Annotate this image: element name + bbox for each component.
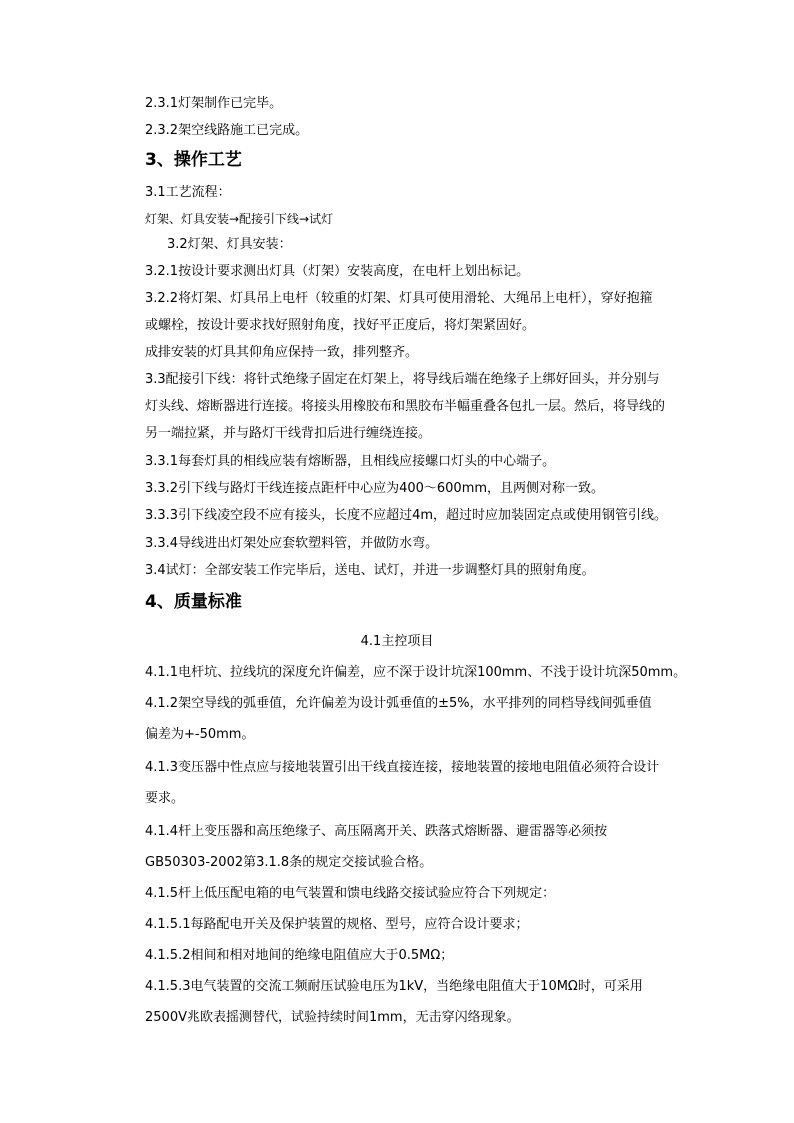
text-line: 3.3.1每套灯具的相线应装有熔断器，且相线应接螺口灯头的中心端子。	[145, 454, 556, 469]
text-line: 另一端拉紧，并与路灯干线背扣后进行缠绕连接。	[145, 426, 432, 441]
text-line: 3.3.4导线进出灯架处应套软塑料管，并做防水弯。	[145, 536, 439, 551]
text-line: 成排安装的灯具其仰角应保持一致，排列整齐。	[145, 345, 419, 360]
text-line: 4.1.3变压器中性点应与接地装置引出干线直接连接，接地装置的接地电阻值必须符合设计	[145, 760, 660, 775]
text-line: 3.3.2引下线与路灯干线连接点距杆中心应为400～600mm，且两侧对称一致。	[145, 481, 605, 496]
text-line: 2.3.1灯架制作已完毕。	[145, 96, 283, 111]
text-line: 4.1.2架空导线的弧垂值，允许偏差为设计弧垂值的±5%，水平排列的同档导线间弧垂值	[145, 696, 652, 711]
text-line: 4.1.4杆上变压器和高压绝缘子、高压隔离开关、跌落式熔断器、避雷器等必须按	[145, 824, 608, 839]
text-line: 3.2.2将灯架、灯具吊上电杆（较重的灯架、灯具可使用滑轮、大绳吊上电杆），穿好抱箍	[145, 291, 653, 306]
text-line: 或螺栓，按设计要求找好照射角度，找好平正度后，将灯架紧固好。	[145, 318, 536, 333]
subsection-title-centered: 4.1主控项目	[360, 634, 434, 649]
text-line: GB50303-2002第3.1.8条的规定交接试验合格。	[145, 855, 433, 870]
text-line: 4.1.5.2相间和相对地间的绝缘电阻值应大于0.5MΩ；	[145, 948, 454, 963]
text-line: 偏差为+-50mm。	[145, 727, 255, 742]
text-line: 4.1.1电杆坑、拉线坑的深度允许偏差，应不深于设计坑深100mm、不浅于设计坑深50mm。	[145, 665, 687, 680]
text-line: 4.1.5杆上低压配电箱的电气装置和馈电线路交接试验应符合下列规定：	[145, 886, 556, 901]
text-line: 3.2.1按设计要求测出灯具（灯架）安装高度，在电杆上划出标记。	[145, 264, 530, 279]
section-heading-4: 4、质量标准	[145, 592, 242, 612]
text-line: 2.3.2架空线路施工已完成。	[145, 123, 309, 138]
section-heading-3: 3、操作工艺	[145, 150, 242, 170]
text-line: 3.3配接引下线：将针式绝缘子固定在灯架上，将导线后端在绝缘子上绑好回头，并分别与	[145, 372, 660, 387]
text-line: 3.3.3引下线凌空段不应有接头，长度不应超过4m，超过时应加装固定点或使用钢管引线。	[145, 508, 668, 523]
process-flow: 灯架、灯具安装→配接引下线→试灯	[145, 212, 334, 226]
text-line: 3.1工艺流程：	[145, 185, 231, 200]
text-line: 2500V兆欧表摇测替代，试验持续时间1mm，无击穿闪络现象。	[145, 1010, 520, 1025]
text-line: 4.1.5.3电气装置的交流工频耐压试验电压为1kV，当绝缘电阻值大于10MΩ时，可采用	[145, 979, 643, 994]
subsection-title: 3.2灯架、灯具安装：	[167, 237, 292, 252]
text-line: 要求。	[145, 791, 185, 806]
text-line: 4.1.5.1每路配电开关及保护装置的规格、型号，应符合设计要求；	[145, 917, 529, 932]
text-line: 3.4试灯：全部安装工作完毕后，送电、试灯，并进一步调整灯具的照射角度。	[145, 563, 595, 578]
text-line: 灯头线、熔断器进行连接。将接头用橡胶布和黑胶布半幅重叠各包扎一层。然后，将导线的	[145, 399, 666, 414]
